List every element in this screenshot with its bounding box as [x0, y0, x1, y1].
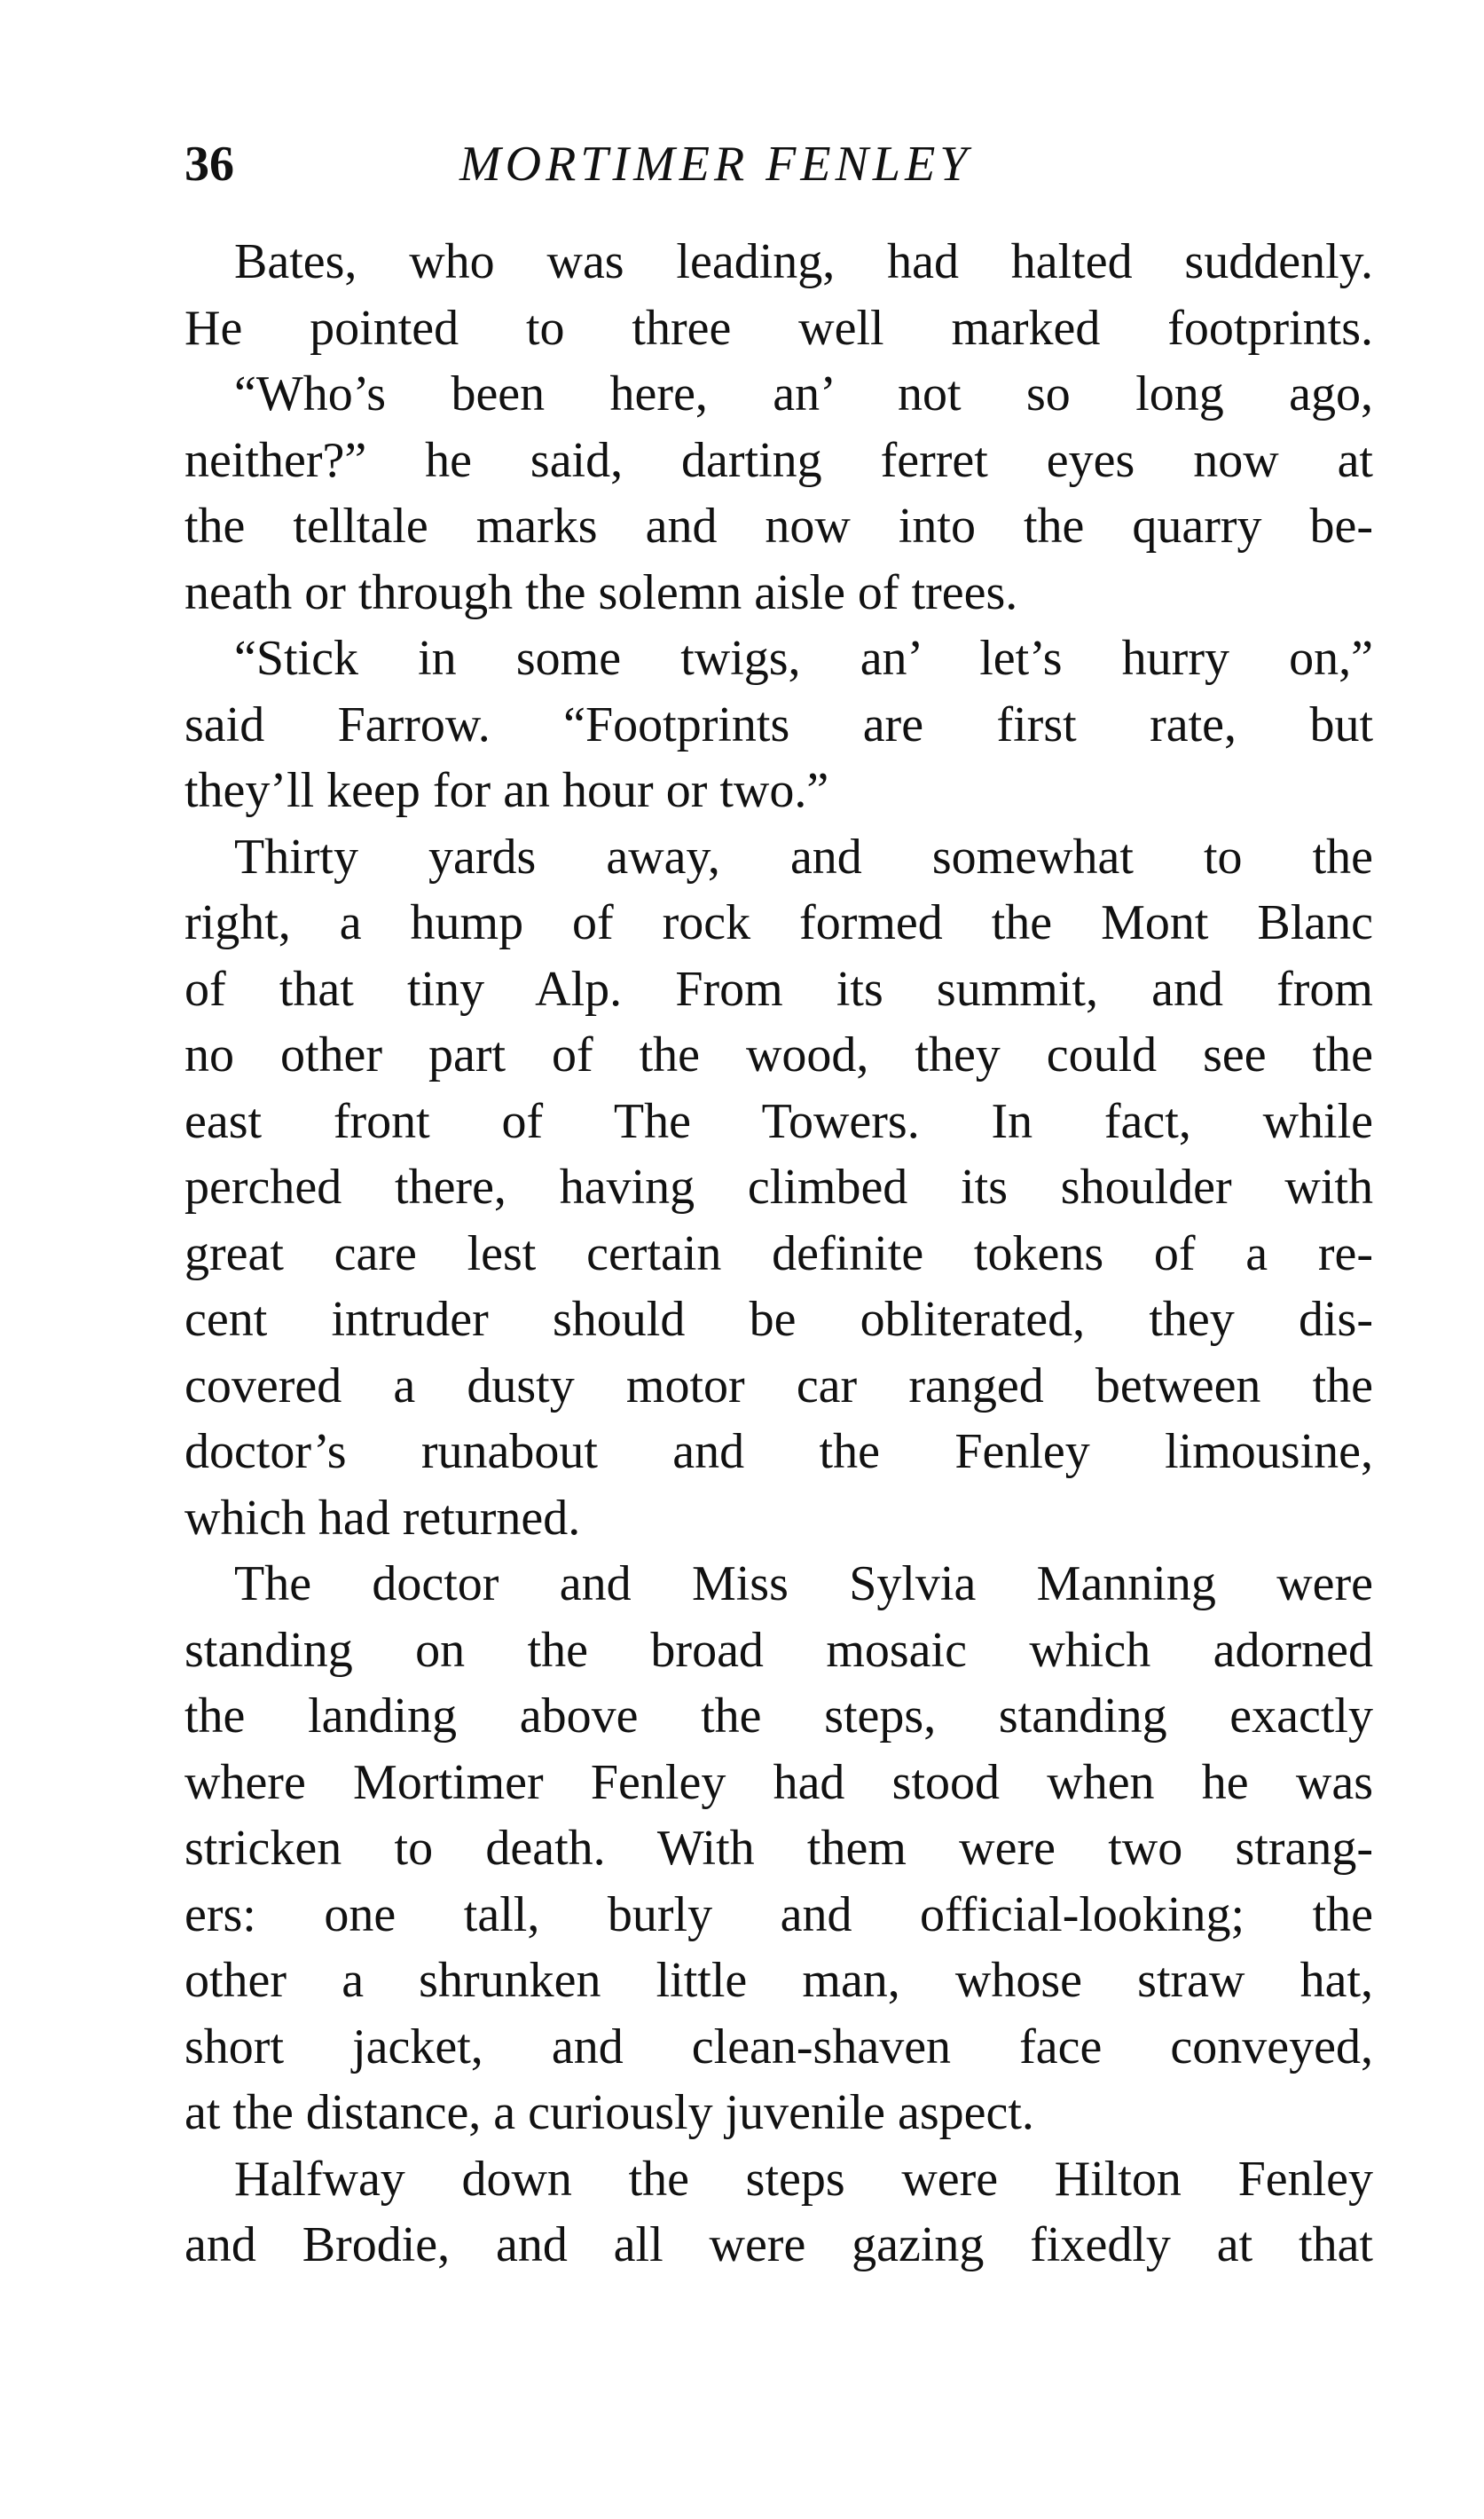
text-line: Thirty yards away, and somewhat to the: [234, 829, 1373, 885]
text-line: Halfway down the steps were Hilton Fenley: [234, 2151, 1373, 2207]
text-line: The doctor and Miss Sylvia Manning were: [234, 1556, 1373, 1611]
text-line: said Farrow. “Footprints are first rate, but: [185, 697, 1373, 752]
text-line: He pointed to three well marked footprints.: [185, 300, 1373, 356]
text-line: the landing above the steps, standing exactly: [185, 1689, 1373, 1744]
text-line: neath or through the solemn aisle of trees.: [185, 564, 1018, 620]
paragraph: [185, 229, 1373, 361]
text-line: east front of The Towers. In fact, while: [185, 1093, 1373, 1149]
text-line: perched there, having climbed its shoulder with: [185, 1160, 1373, 1215]
text-line: no other part of the wood, they could see the: [185, 1027, 1373, 1082]
text-line: at the distance, a curiously juvenile aspect.: [185, 2085, 1034, 2140]
text-line: doctor’s runabout and the Fenley limousine,: [185, 1424, 1373, 1479]
paragraph: [185, 1551, 1373, 2146]
running-head: [185, 133, 1373, 195]
paragraph: [185, 626, 1373, 824]
text-line: covered a dusty motor car ranged between the: [185, 1358, 1373, 1413]
text-line: great care lest certain definite tokens of a re-: [185, 1225, 1373, 1281]
text-line: they’ll keep for an hour or two.”: [185, 763, 829, 818]
text-line: Bates, who was leading, had halted suddenly.: [234, 234, 1373, 289]
paragraph: [185, 361, 1373, 626]
book-title: MORTIMER FENLEY: [459, 137, 972, 192]
text-line: standing on the broad mosaic which adorned: [185, 1622, 1373, 1678]
text-line: where Mortimer Fenley had stood when he was: [185, 1754, 1373, 1810]
text-line: which had returned.: [185, 1490, 581, 1546]
text-line: and Brodie, and all were gazing fixedly at that: [185, 2217, 1373, 2272]
text-line: “Who’s been here, an’ not so long ago,: [234, 366, 1373, 421]
text-line: short jacket, and clean-shaven face conveyed,: [185, 2019, 1373, 2074]
text-line: ers: one tall, burly and official-looking; the: [185, 1886, 1373, 1942]
paragraph: [185, 2146, 1373, 2279]
page-number: 36: [185, 137, 234, 192]
body-text: [185, 229, 1373, 2279]
paragraph: [185, 824, 1373, 1552]
text-line: the telltale marks and now into the quarry be-: [185, 499, 1373, 554]
text-line: other a shrunken little man, whose straw hat,: [185, 1953, 1373, 2008]
text-line: stricken to death. With them were two strang-: [185, 1821, 1373, 1876]
text-line: cent intruder should be obliterated, they dis-: [185, 1292, 1373, 1347]
text-line: “Stick in some twigs, an’ let’s hurry on,”: [234, 631, 1373, 686]
text-line: right, a hump of rock formed the Mont Blanc: [185, 895, 1373, 950]
text-line: neither?” he said, darting ferret eyes now at: [185, 432, 1373, 488]
text-line: of that tiny Alp. From its summit, and from: [185, 961, 1373, 1017]
